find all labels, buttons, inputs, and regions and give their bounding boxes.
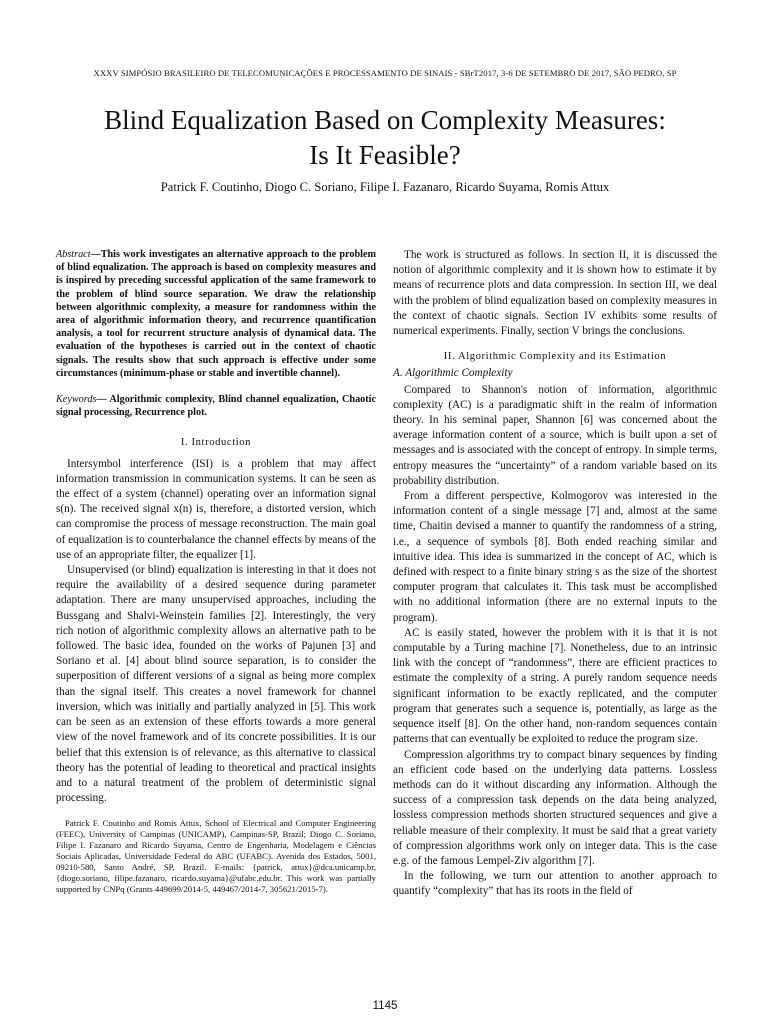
section-heading-introduction: I. Introduction [180,437,252,449]
keywords-text: Algorithmic complexity, Blind channel equalization, Chaotic signal processing, Recurrence plot. [56,394,376,419]
conference-header: XXXV SIMPÓSIO BRASILEIRO DE TELECOMUNICAÇÕES E PROCESSAMENTO DE SINAIS - SBrT2017, 3-6 DE SETEMBRO DE 2017, SÃO PEDRO, SP [93,68,677,78]
title-line-1: Blind Equalization Based on Complexity Measures: [104,105,666,135]
right-column [393,248,717,900]
keywords-lead: Keywords [56,394,97,406]
subsection-heading: A. Algorithmic Complexity [393,367,513,380]
author-footnote: Patrick F. Coutinho and Romis Attux, School of Electrical and Computer Engineering (FEEC), University of Campinas (UNICAMP), Campinas-SP, Brazil; Diogo C. Soriano, Filipe I. Fazanaro and Ricardo Suyama, Centro de Engenharia, Modelagem e Ciências Sociais Aplicadas, Universidade Federal do ABC (UFABC). Avenida dos Estados, 5001, 09210-580, Santo André, SP, Brazil. E-mails: {patrick, attux}@dca.unicamp.br, {diogo.soriano, filipe.fazanaro, ricardo.suyama}@ufabc.edu.br. This work was partially supported by CNPq (Grants 449699/2014-5, 449467/2014-7, 305621/2015-7). [56,818,376,895]
left-column [56,248,376,895]
ac-paragraph-1: Compared to Shannon's notion of information, algorithmic complexity (AC) is a paradigmatic shift in the realm of information theory. In his seminal paper, Shannon [6] was concerned about the average information content of a source, which is built upon a set of messages and is associated with the concept of entropy. In simple terms, entropy measures the “uncertainty” of a random variable based on its probability distribution. [393,383,717,487]
intro-paragraph-2: Unsupervised (or blind) equalization is interesting in that it does not require the availability of a desired sequence during parameter adaptation. There are many unsupervised approaches, including the Bussgang and Shalvi-Weinstein families [2]. Interestingly, the very rich notion of algorithmic complexity allows an alternative path to be followed. The basic idea, founded on the works of Pajunen [3] and Soriano et al. [4] about blind source separation, is to consider the superposition of different versions of a signal as being more complex than the signal itself. This creates a novel framework for channel inversion, which was initially and partially analyzed in [5]. This work can be seen as an extension of these efforts towards a more general view of the novel framework and of its concrete possibilities. It is our belief that this extension is of relevance, as this alternative to classical theory has the potential of leading to theoretical and practical insights and to a natural treatment of the problem of deterministic signal processing. [56,564,376,805]
abstract-lead: Abstract [56,249,91,260]
page-number: 1145 [372,1000,398,1012]
ac-paragraph-2: From a different perspective, Kolmogorov was interested in the information content of a single message [7] and, almost at the same time, Chaitin devised a manner to quantify the randomness of a string, i.e., a sequence of symbols [8]. Both ended reaching similar and intuitive idea. This idea is summarized in the concept of AC, which is defined with respect to a finite binary string s as the size of the shortest computer program that calculates it. This task must be accomplished with no additional information (there are no external inputs to the program). [393,490,717,624]
section-heading-algorithmic-complexity: II. Algorithmic Complexity and its Estimation [443,351,667,363]
title-line-2: Is It Feasible? [309,140,461,170]
abstract: Abstract—This work investigates an alternative approach to the problem of blind equalization. The approach is based on complexity measures and is inspired by preceding successful application of the same framework to the problem of blind source separation. We draw the relationship between algorithmic complexity, a measure for randomness within the area of algorithmic information theory, and recurrence quantification analysis, a tool for recurrent structure analysis of dynamical data. The evaluation of the hypotheses is carried out in the context of chaotic signals. The results show that such approach is effective under some circumstances (minimum-phase or stable and invertible channel). [56,249,376,379]
abstract-text: This work investigates an alternative approach to the problem of blind equalization. The approach is based on complexity measures and is inspired by preceding successful application of the same framework to the problem of blind source separation. We draw the relationship between algorithmic complexity, a measure for randomness within the area of algorithmic information theory, and recurrence quantification analysis, a tool for recurrent structure analysis of dynamical data. The evaluation of the hypotheses is carried out in the context of chaotic signals. The results show that such approach is effective under some circumstances (minimum-phase or stable and invertible channel). [56,249,376,379]
keywords: Keywords— Algorithmic complexity, Blind channel equalization, Chaotic signal processing, Recurrence plot. [56,394,376,419]
ac-paragraph-5: In the following, we turn our attention to another approach to quantify “complexity” that has its roots in the field of [393,870,717,898]
paper-title [40,103,730,173]
intro-paragraph-1: Intersymbol interference (ISI) is a problem that may affect information transmission in communication systems. It can be seen as the effect of a system (channel) operating over an information signal s(n). The received signal x(n) is, therefore, a distorted version, which can compromise the process of message reconstruction. The main goal of equalization is to counterbalance the channel effects by means of the use of an appropriate filter, the equalizer [1]. [56,457,376,561]
structure-paragraph: The work is structured as follows. In section II, it is discussed the notion of algorithmic complexity and it is shown how to estimate it by means of recurrence plots and data compression. In section III, we deal with the problem of blind equalization based on complexity measures in the context of chaotic signals. Section IV exhibits some results of numerical experiments. Finally, section V brings the conclusions. [393,249,717,338]
author-list: Patrick F. Coutinho, Diogo C. Soriano, Filipe I. Fazanaro, Ricardo Suyama, Romis Attux [160,180,610,194]
ac-paragraph-4: Compression algorithms try to compact binary sequences by finding an efficient code based on the underlying data patterns. Lossless methods can do it without discarding any information. Although the success of a compression task depends on the data being analyzed, lossless compression methods shorten structured sequences and give a reliable measure of their complexity. It must be said that a great variety of compression algorithms work only on integer data. This is the case e.g. of the famous Lempel-Ziv algorithm [7]. [393,748,717,867]
ac-paragraph-3: AC is easily stated, however the problem with it is that it is not computable by a Turing machine [7]. Nonetheless, due to an intrinsic link with the concept of “randomness”, there are efficient practices to estimate the complexity of a string. A purely random sequence needs significant information to be exactly replicated, and the computer program that generates such a sequence is, potentially, as large as the sequence itself [8]. On the other hand, non-random sequences contain patterns that can eventually be exploited to reduce the program size. [393,626,717,746]
